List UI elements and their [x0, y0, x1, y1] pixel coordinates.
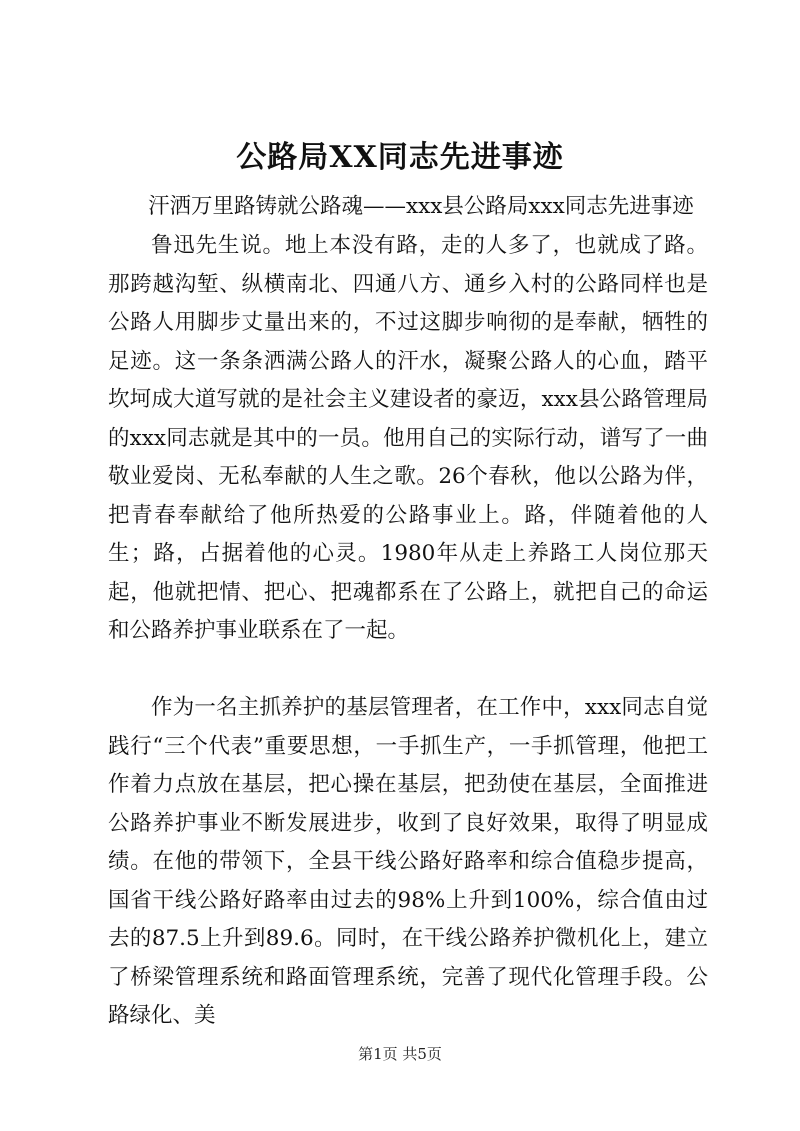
body-paragraph-1: 鲁迅先生说。地上本没有路，走的人多了，也就成了路。那跨越沟堑、纵横南北、四通八方、通乡入村的公路同样也是公路人用脚步丈量出来的，不过这脚步响彻的是奉献，牺牲的足迹。这一条条洒满公路人的汗水，凝聚公路人的心血，踏平坎坷成大道写就的是社会主义建设者的豪迈，xxx县公路管理局的xxx同志就是其中的一员。他用自己的实际行动，谱写了一曲敬业爱岗、无私奉献的人生之歌。26个春秋，他以公路为伴，把青春奉献给了他所热爱的公路事业上。路，伴随着他的人生；路，占据着他的心灵。1980年从走上养路工人岗位那天起，他就把情、把心、把魂都系在了公路上，就把自己的命运和公路养护事业联系在了一起。 — [108, 233, 708, 643]
document-title: 公路局XX同志先进事迹 — [236, 140, 564, 175]
body-paragraph-2: 作为一名主抓养护的基层管理者，在工作中，xxx同志自觉践行“三个代表”重要思想，一手抓生产，一手抓管理，他把工作着力点放在基层，把心操在基层，把劲使在基层，全面推进公路养护事业不断发展进步，收到了良好效果，取得了明显成绩。在他的带领下，全县干线公路好路率和综合值稳步提高，国省干线公路好路率由过去的98%上升到100%，综合值由过去的87.5上升到89.6。同时，在干线公路养护微机化上，建立了桥梁管理系统和路面管理系统，完善了现代化管理手段。公路绿化、美 — [108, 695, 708, 1028]
document-subtitle: 汗洒万里路铸就公路魂——xxx县公路局xxx同志先进事迹 — [148, 194, 694, 219]
page-number-footer: 第1页 共5页 — [358, 1045, 442, 1063]
